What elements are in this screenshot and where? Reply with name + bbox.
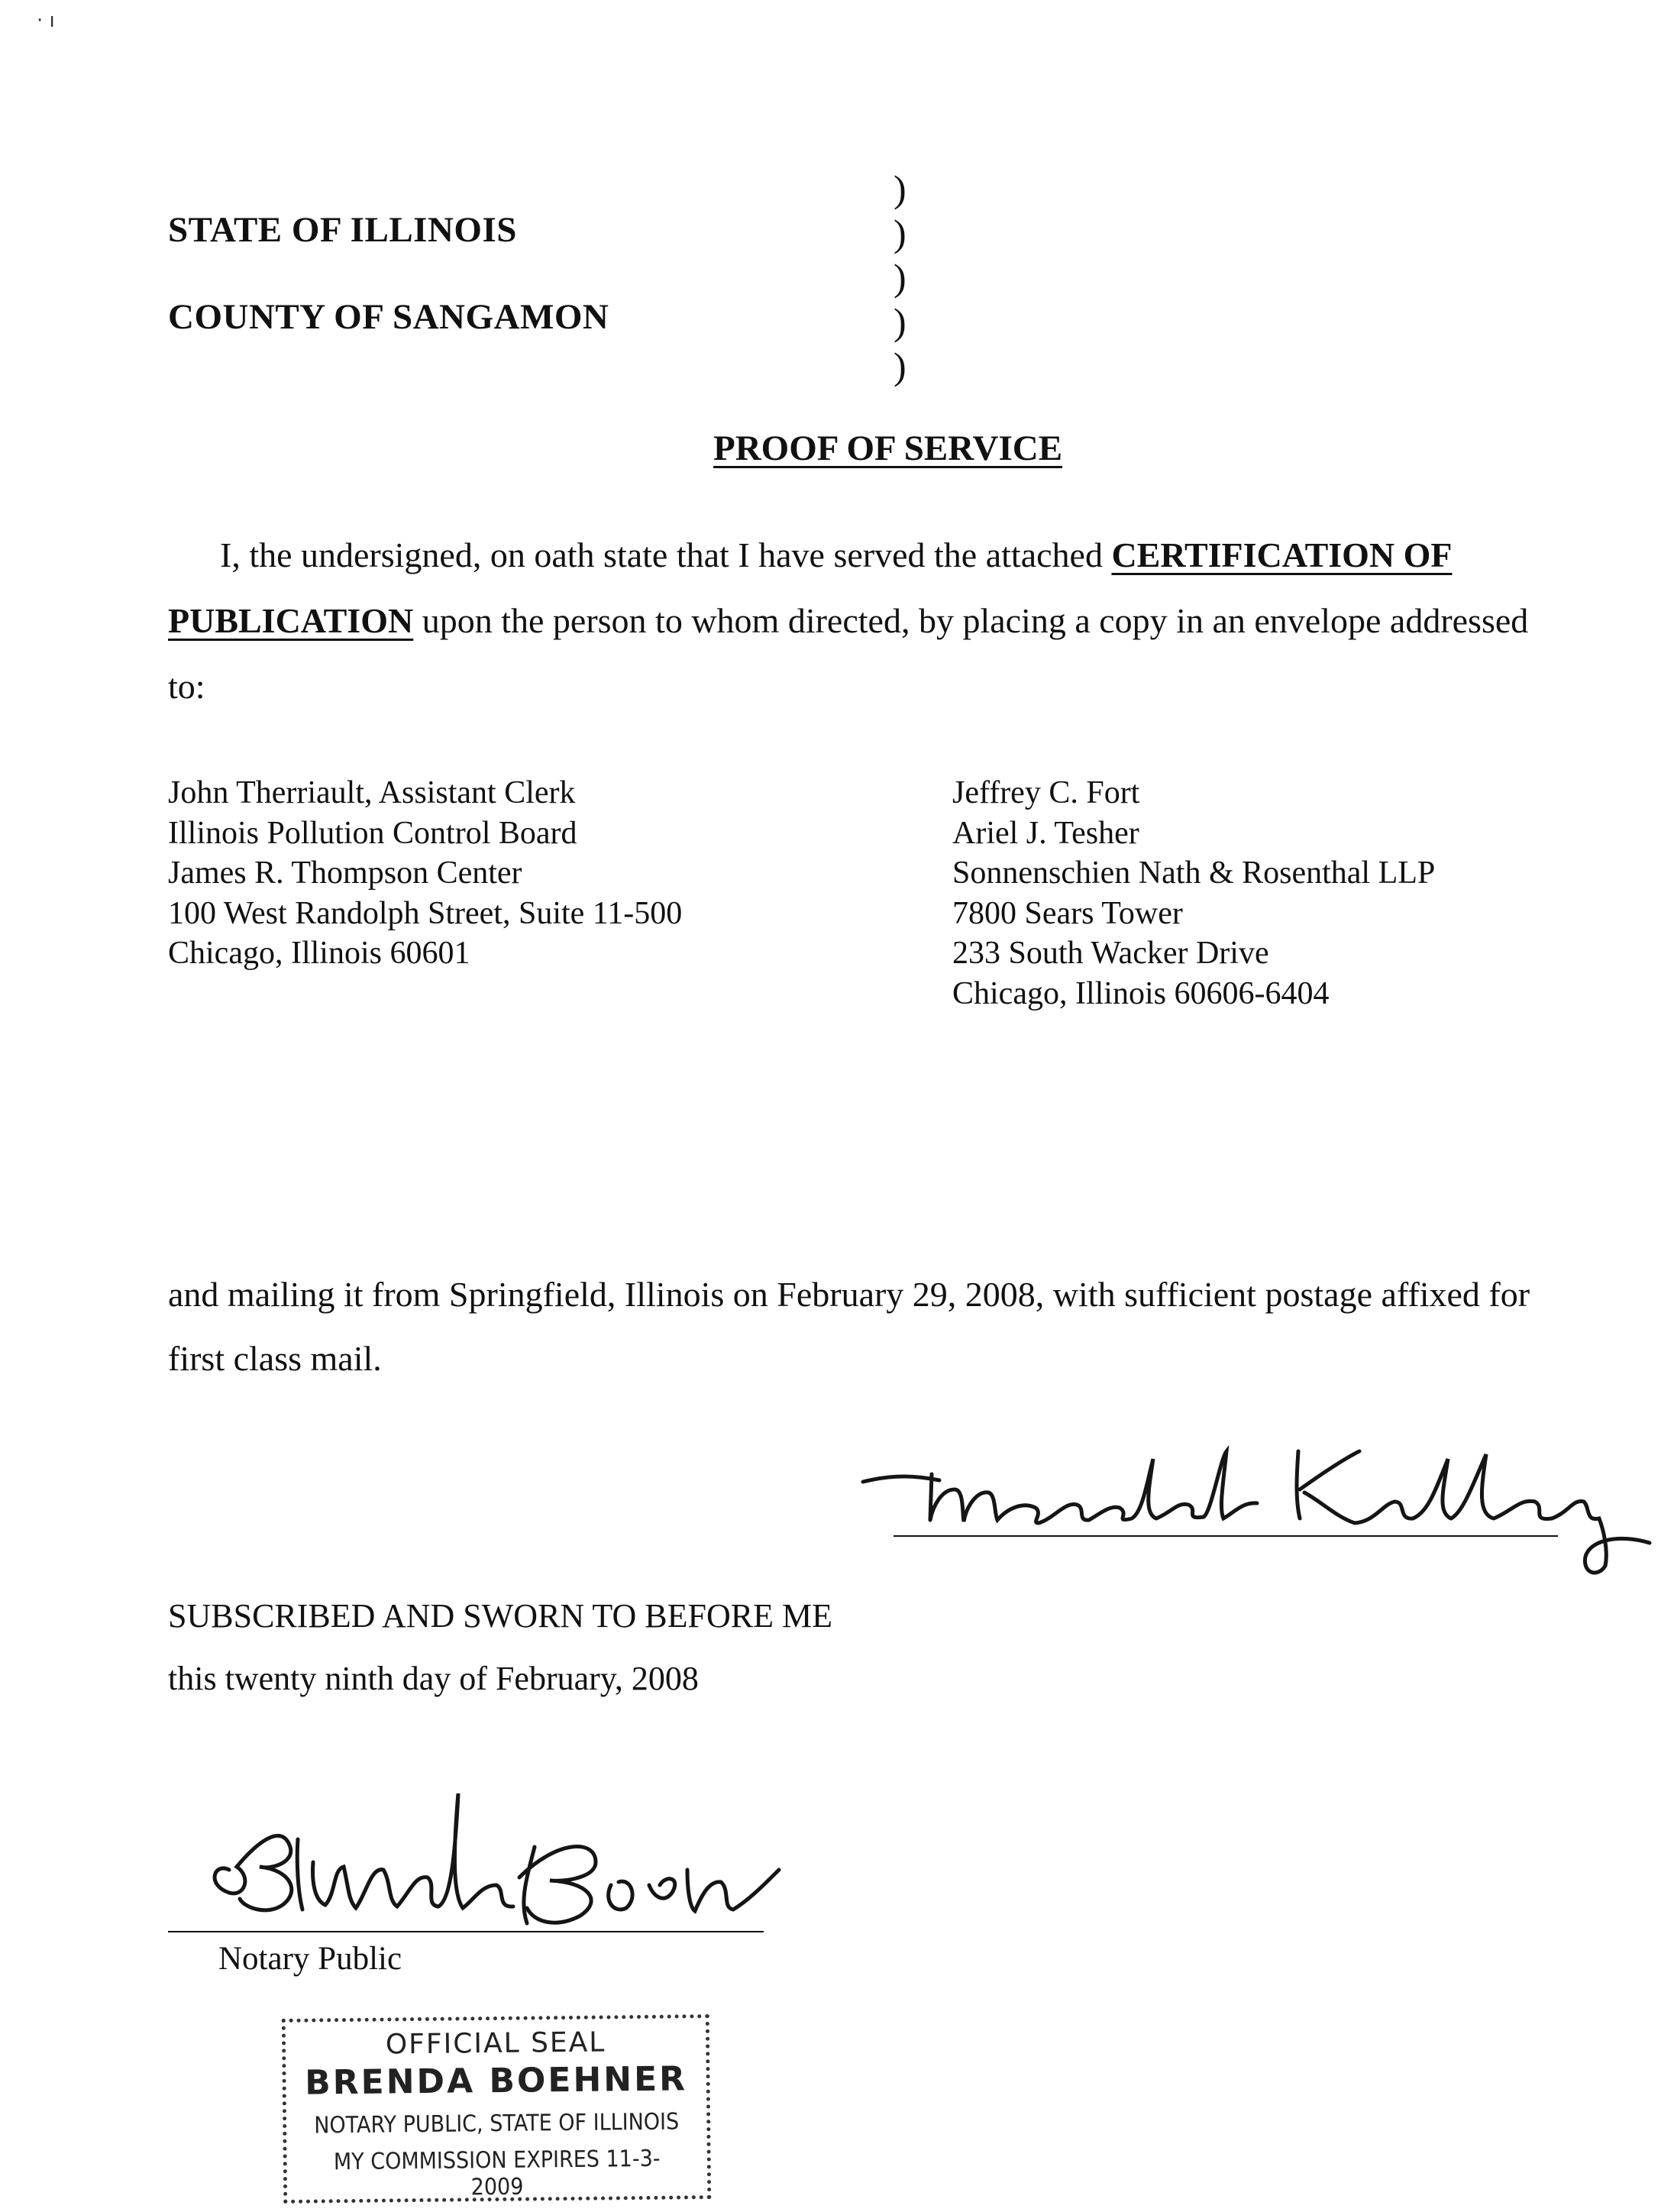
caption-paren: ) <box>894 212 906 254</box>
seal-line: NOTARY PUBLIC, STATE OF ILLINOIS <box>314 2108 680 2139</box>
notary-signature <box>199 1793 794 1946</box>
intro-line-2 <box>168 600 1528 641</box>
jurat-line-1: SUBSCRIBED AND SWORN TO BEFORE ME <box>168 1597 832 1635</box>
address-line: Sonnenschien Nath & Rosenthal LLP <box>952 855 1436 891</box>
address-line: Illinois Pollution Control Board <box>168 815 577 851</box>
caption-paren: ) <box>894 344 906 387</box>
notary-label: Notary Public <box>218 1941 402 1977</box>
jurat-line-2: this twenty ninth day of February, 2008 <box>168 1660 699 1697</box>
addressee-left <box>168 773 682 974</box>
seal-line: BRENDA BOEHNER <box>304 2059 688 2103</box>
address-line: 100 West Randolph Street, Suite 11-500 <box>168 895 683 931</box>
mailing-line-1: and mailing it from Springfield, Illinois on February 29, 2008, with sufficient postage affixed for <box>168 1275 1530 1314</box>
caption-paren: ) <box>894 300 906 343</box>
address-line: Chicago, Illinois 60601 <box>168 936 470 971</box>
seal-line: MY COMMISSION EXPIRES 11-3-2009 <box>333 2145 661 2201</box>
address-line: John Therriault, Assistant Clerk <box>168 775 576 810</box>
addressee-right <box>952 773 1435 1014</box>
address-line: Chicago, Illinois 60606-6404 <box>952 975 1330 1011</box>
address-line: 233 South Wacker Drive <box>952 936 1269 971</box>
official-seal-stamp <box>282 2014 712 2204</box>
document-name: PUBLICATION <box>168 601 414 640</box>
document-title: PROOF OF SERVICE <box>713 428 1063 468</box>
address-line: James R. Thompson Center <box>168 855 522 891</box>
scan-artifact: · ı <box>37 9 55 32</box>
seal-line: OFFICIAL SEAL <box>385 2026 606 2061</box>
caption-paren: ) <box>894 256 906 299</box>
intro-text: to: <box>168 667 205 706</box>
intro-text: upon the person to whom directed, by placing a copy in an envelope addressed <box>413 601 1529 640</box>
caption-paren: ) <box>894 167 906 210</box>
caption-county: COUNTY OF SANGAMON <box>168 297 609 337</box>
document-name: CERTIFICATION OF <box>1111 535 1453 574</box>
affiant-signature <box>848 1428 1657 1581</box>
intro-text: I, the undersigned, on oath state that I have served the attached <box>220 535 1112 574</box>
address-line: 7800 Sears Tower <box>952 895 1183 931</box>
address-line: Ariel J. Tesher <box>952 815 1139 851</box>
notary-signature-line <box>168 1931 764 1932</box>
mailing-line-2: first class mail. <box>168 1339 382 1378</box>
caption-state: STATE OF ILLINOIS <box>168 210 517 250</box>
intro-line-1 <box>220 535 1453 575</box>
address-line: Jeffrey C. Fort <box>952 775 1140 810</box>
intro-line-3 <box>168 666 205 707</box>
affiant-signature-line <box>894 1535 1558 1537</box>
